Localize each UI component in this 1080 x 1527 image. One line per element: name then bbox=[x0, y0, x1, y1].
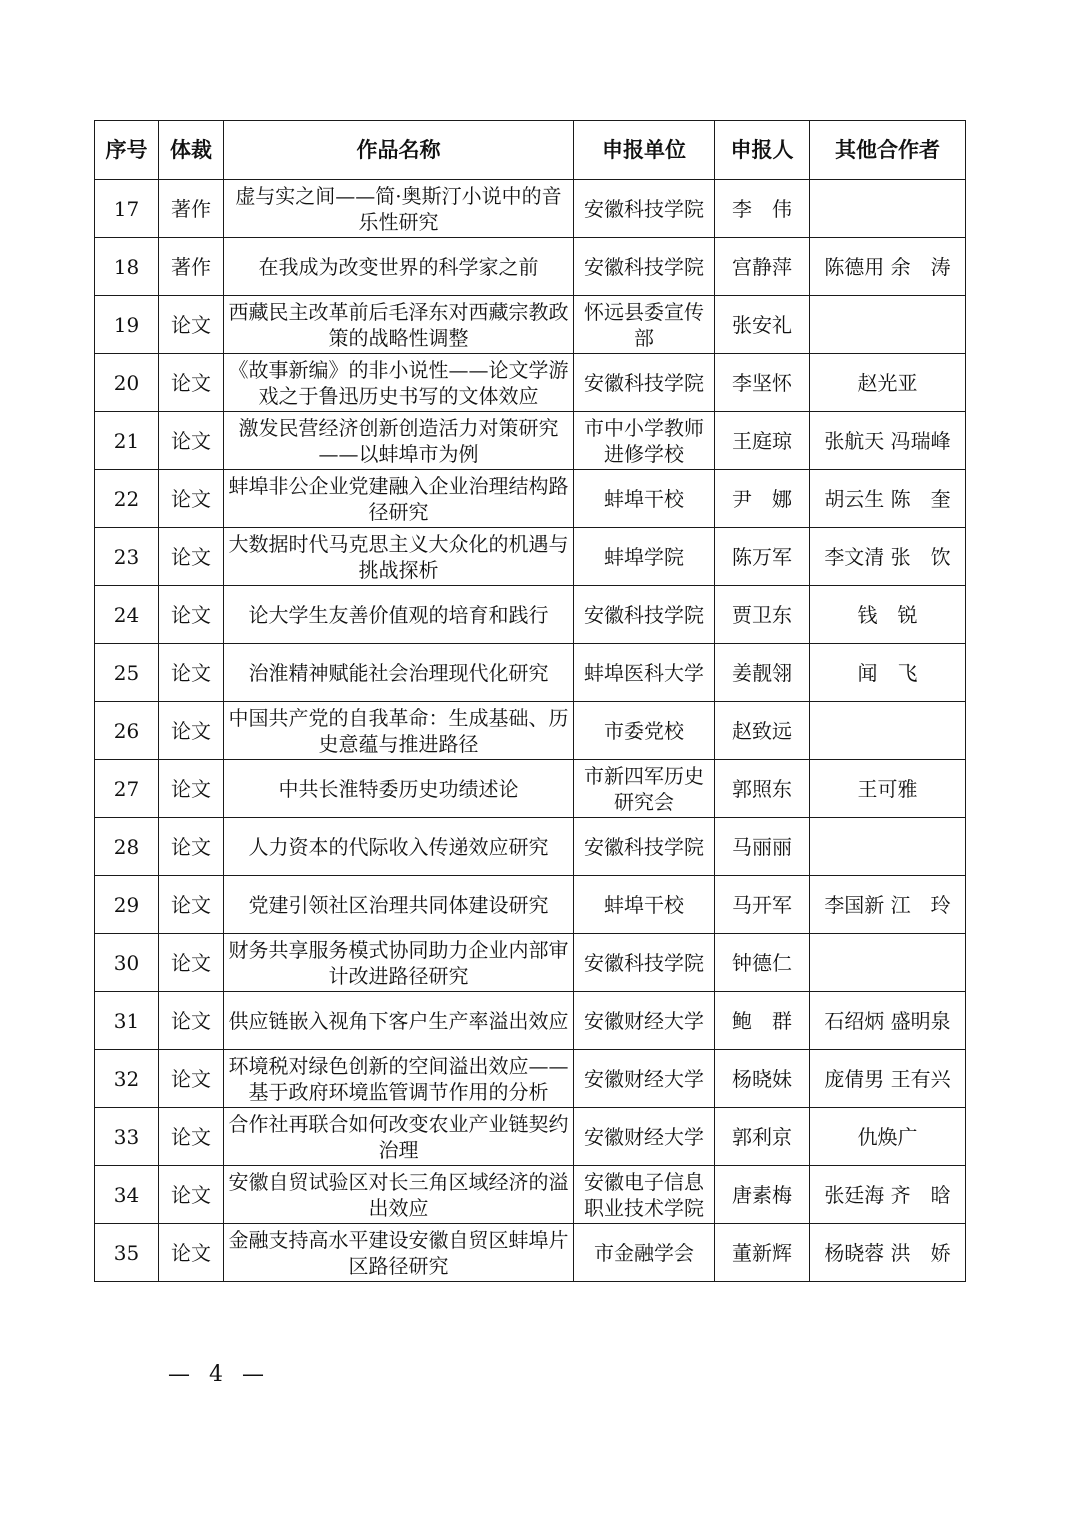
table-row bbox=[95, 528, 966, 586]
table-row bbox=[95, 760, 966, 818]
cell-person: 李 伟 bbox=[715, 180, 810, 238]
cell-person: 郭照东 bbox=[715, 760, 810, 818]
table-row bbox=[95, 644, 966, 702]
header-unit: 申报单位 bbox=[574, 121, 715, 180]
cell-no: 29 bbox=[95, 876, 159, 934]
page-number: — 4 — bbox=[168, 1362, 270, 1387]
cell-unit: 安徽科技学院 bbox=[574, 586, 715, 644]
cell-person: 钟德仁 bbox=[715, 934, 810, 992]
cell-title: 激发民营经济创新创造活力对策研究——以蚌埠市为例 bbox=[224, 412, 574, 470]
table-row bbox=[95, 1050, 966, 1108]
cell-unit: 蚌埠学院 bbox=[574, 528, 715, 586]
cell-no: 30 bbox=[95, 934, 159, 992]
cell-no: 35 bbox=[95, 1224, 159, 1282]
cell-unit: 安徽科技学院 bbox=[574, 934, 715, 992]
cell-type: 论文 bbox=[159, 644, 224, 702]
cell-type: 论文 bbox=[159, 354, 224, 412]
cell-title: 虚与实之间——简·奥斯汀小说中的音乐性研究 bbox=[224, 180, 574, 238]
cell-person: 唐素梅 bbox=[715, 1166, 810, 1224]
table-row bbox=[95, 180, 966, 238]
cell-type: 论文 bbox=[159, 296, 224, 354]
cell-person: 王庭琼 bbox=[715, 412, 810, 470]
cell-unit: 安徽科技学院 bbox=[574, 818, 715, 876]
cell-others: 杨晓蓉 洪 娇 bbox=[810, 1224, 966, 1282]
cell-others: 李文清 张 饮 bbox=[810, 528, 966, 586]
cell-others bbox=[810, 702, 966, 760]
table-row bbox=[95, 1224, 966, 1282]
cell-unit: 怀远县委宣传部 bbox=[574, 296, 715, 354]
cell-person: 宫静萍 bbox=[715, 238, 810, 296]
cell-unit: 市新四军历史研究会 bbox=[574, 760, 715, 818]
table-row bbox=[95, 296, 966, 354]
table-row bbox=[95, 702, 966, 760]
cell-person: 姜靓翎 bbox=[715, 644, 810, 702]
cell-person: 张安礼 bbox=[715, 296, 810, 354]
cell-unit: 市委党校 bbox=[574, 702, 715, 760]
cell-others: 李国新 江 玲 bbox=[810, 876, 966, 934]
table-row bbox=[95, 412, 966, 470]
cell-type: 论文 bbox=[159, 470, 224, 528]
cell-no: 23 bbox=[95, 528, 159, 586]
cell-others: 赵光亚 bbox=[810, 354, 966, 412]
cell-type: 论文 bbox=[159, 412, 224, 470]
cell-others bbox=[810, 818, 966, 876]
cell-others: 胡云生 陈 奎 bbox=[810, 470, 966, 528]
cell-unit: 安徽科技学院 bbox=[574, 180, 715, 238]
cell-type: 论文 bbox=[159, 992, 224, 1050]
cell-person: 尹 娜 bbox=[715, 470, 810, 528]
cell-others: 石绍炳 盛明泉 bbox=[810, 992, 966, 1050]
cell-unit: 市中小学教师进修学校 bbox=[574, 412, 715, 470]
cell-person: 杨晓妹 bbox=[715, 1050, 810, 1108]
cell-others: 仇焕广 bbox=[810, 1108, 966, 1166]
header-no: 序号 bbox=[95, 121, 159, 180]
cell-unit: 蚌埠干校 bbox=[574, 876, 715, 934]
cell-type: 著作 bbox=[159, 238, 224, 296]
cell-no: 18 bbox=[95, 238, 159, 296]
cell-unit: 安徽科技学院 bbox=[574, 354, 715, 412]
cell-no: 25 bbox=[95, 644, 159, 702]
cell-no: 17 bbox=[95, 180, 159, 238]
cell-unit: 安徽电子信息职业技术学院 bbox=[574, 1166, 715, 1224]
cell-title: 金融支持高水平建设安徽自贸区蚌埠片区路径研究 bbox=[224, 1224, 574, 1282]
cell-title: 中共长淮特委历史功绩述论 bbox=[224, 760, 574, 818]
cell-type: 论文 bbox=[159, 934, 224, 992]
cell-title: 环境税对绿色创新的空间溢出效应——基于政府环境监管调节作用的分析 bbox=[224, 1050, 574, 1108]
cell-title: 合作社再联合如何改变农业产业链契约治理 bbox=[224, 1108, 574, 1166]
cell-title: 《故事新编》的非小说性——论文学游戏之于鲁迅历史书写的文体效应 bbox=[224, 354, 574, 412]
cell-type: 论文 bbox=[159, 1224, 224, 1282]
awards-table-container bbox=[94, 120, 965, 1282]
cell-others: 张廷海 齐 晗 bbox=[810, 1166, 966, 1224]
header-others: 其他合作者 bbox=[810, 121, 966, 180]
cell-person: 马开军 bbox=[715, 876, 810, 934]
cell-no: 20 bbox=[95, 354, 159, 412]
cell-no: 34 bbox=[95, 1166, 159, 1224]
table-row bbox=[95, 1108, 966, 1166]
cell-others: 陈德用 余 涛 bbox=[810, 238, 966, 296]
table-row bbox=[95, 586, 966, 644]
table-row bbox=[95, 238, 966, 296]
cell-title: 蚌埠非公企业党建融入企业治理结构路径研究 bbox=[224, 470, 574, 528]
cell-title: 西藏民主改革前后毛泽东对西藏宗教政策的战略性调整 bbox=[224, 296, 574, 354]
cell-unit: 安徽财经大学 bbox=[574, 1108, 715, 1166]
table-header-row bbox=[95, 121, 966, 180]
cell-unit: 蚌埠干校 bbox=[574, 470, 715, 528]
cell-title: 安徽自贸试验区对长三角区域经济的溢出效应 bbox=[224, 1166, 574, 1224]
cell-others bbox=[810, 296, 966, 354]
cell-title: 人力资本的代际收入传递效应研究 bbox=[224, 818, 574, 876]
cell-type: 论文 bbox=[159, 1050, 224, 1108]
cell-title: 中国共产党的自我革命：生成基础、历史意蕴与推进路径 bbox=[224, 702, 574, 760]
awards-table bbox=[94, 120, 966, 1282]
cell-no: 31 bbox=[95, 992, 159, 1050]
table-row bbox=[95, 992, 966, 1050]
cell-no: 19 bbox=[95, 296, 159, 354]
cell-unit: 市金融学会 bbox=[574, 1224, 715, 1282]
cell-person: 李坚怀 bbox=[715, 354, 810, 412]
cell-title: 治淮精神赋能社会治理现代化研究 bbox=[224, 644, 574, 702]
cell-unit: 安徽科技学院 bbox=[574, 238, 715, 296]
cell-others: 钱 锐 bbox=[810, 586, 966, 644]
cell-person: 陈万军 bbox=[715, 528, 810, 586]
header-person: 申报人 bbox=[715, 121, 810, 180]
cell-type: 论文 bbox=[159, 818, 224, 876]
table-row bbox=[95, 934, 966, 992]
cell-type: 论文 bbox=[159, 760, 224, 818]
cell-person: 郭利京 bbox=[715, 1108, 810, 1166]
cell-title: 供应链嵌入视角下客户生产率溢出效应 bbox=[224, 992, 574, 1050]
cell-no: 22 bbox=[95, 470, 159, 528]
cell-type: 论文 bbox=[159, 1108, 224, 1166]
cell-person: 赵致远 bbox=[715, 702, 810, 760]
cell-person: 贾卫东 bbox=[715, 586, 810, 644]
cell-no: 28 bbox=[95, 818, 159, 876]
table-row bbox=[95, 818, 966, 876]
cell-person: 马丽丽 bbox=[715, 818, 810, 876]
cell-person: 董新辉 bbox=[715, 1224, 810, 1282]
cell-type: 论文 bbox=[159, 586, 224, 644]
cell-person: 鲍 群 bbox=[715, 992, 810, 1050]
cell-title: 论大学生友善价值观的培育和践行 bbox=[224, 586, 574, 644]
table-row bbox=[95, 1166, 966, 1224]
cell-type: 论文 bbox=[159, 876, 224, 934]
cell-no: 32 bbox=[95, 1050, 159, 1108]
cell-others bbox=[810, 934, 966, 992]
cell-title: 大数据时代马克思主义大众化的机遇与挑战探析 bbox=[224, 528, 574, 586]
cell-others: 王可雅 bbox=[810, 760, 966, 818]
cell-no: 21 bbox=[95, 412, 159, 470]
table-row bbox=[95, 354, 966, 412]
cell-title: 财务共享服务模式协同助力企业内部审计改进路径研究 bbox=[224, 934, 574, 992]
cell-others bbox=[810, 180, 966, 238]
cell-unit: 安徽财经大学 bbox=[574, 1050, 715, 1108]
cell-type: 论文 bbox=[159, 528, 224, 586]
header-title: 作品名称 bbox=[224, 121, 574, 180]
cell-type: 论文 bbox=[159, 1166, 224, 1224]
cell-no: 24 bbox=[95, 586, 159, 644]
cell-unit: 安徽财经大学 bbox=[574, 992, 715, 1050]
cell-others: 庞倩男 王有兴 bbox=[810, 1050, 966, 1108]
cell-others: 闻 飞 bbox=[810, 644, 966, 702]
cell-no: 33 bbox=[95, 1108, 159, 1166]
table-row bbox=[95, 470, 966, 528]
cell-others: 张航天 冯瑞峰 bbox=[810, 412, 966, 470]
cell-type: 著作 bbox=[159, 180, 224, 238]
cell-no: 26 bbox=[95, 702, 159, 760]
cell-no: 27 bbox=[95, 760, 159, 818]
cell-title: 在我成为改变世界的科学家之前 bbox=[224, 238, 574, 296]
header-type: 体裁 bbox=[159, 121, 224, 180]
table-row bbox=[95, 876, 966, 934]
cell-type: 论文 bbox=[159, 702, 224, 760]
cell-unit: 蚌埠医科大学 bbox=[574, 644, 715, 702]
cell-title: 党建引领社区治理共同体建设研究 bbox=[224, 876, 574, 934]
